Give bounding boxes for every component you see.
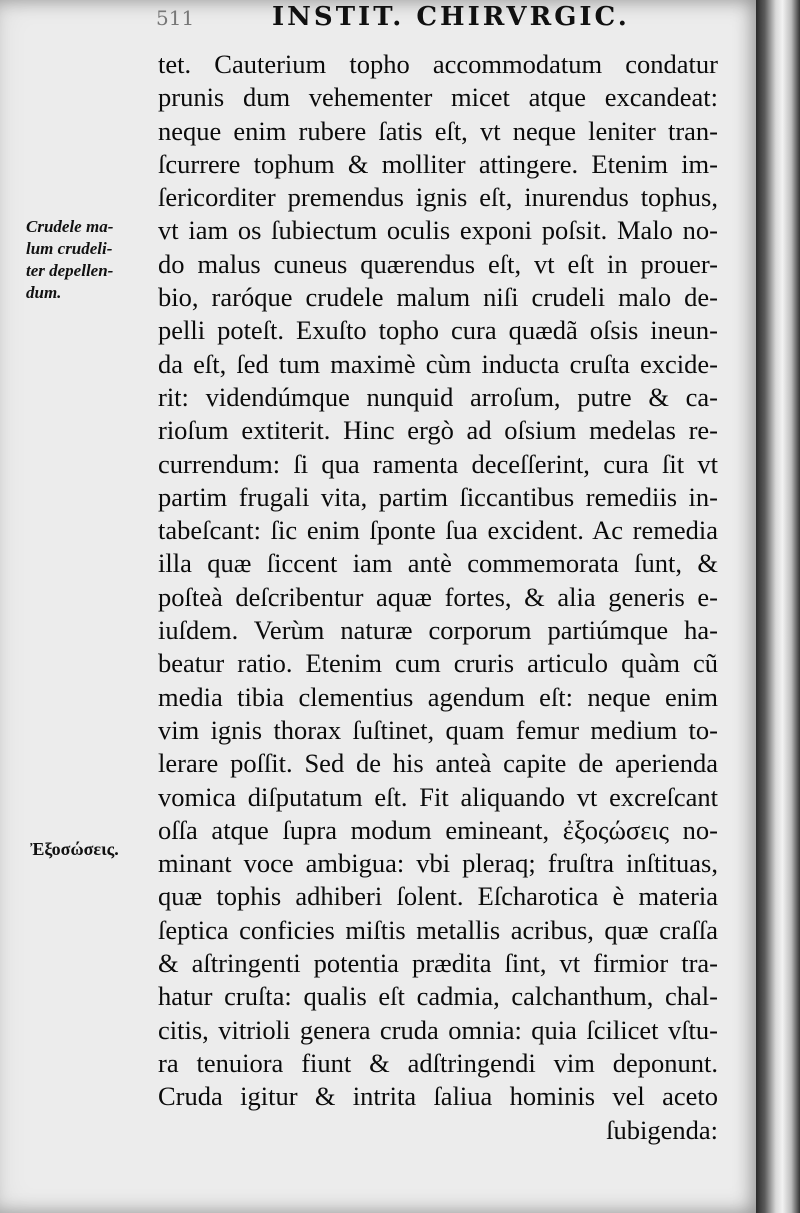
margin-note-line: ter depellen- (26, 261, 114, 280)
margin-note-crudele (26, 216, 146, 304)
book-gutter-edge (756, 0, 800, 1213)
text-line: tabeſcant: ſic enim ſponte ſua excident. Ac remedia (158, 515, 718, 546)
text-line: ſeptica conficies miſtis metallis acribus, quæ craſſa (158, 914, 718, 945)
text-line: Cruda igitur & intrita ſaliua hominis vel aceto (158, 1081, 718, 1112)
text-line: media tibia clementius agendum eſt: neque enim (158, 681, 718, 712)
text-line: prunis dum vehementer micet atque excandeat: (158, 82, 718, 113)
text-line: ra tenuiora fiunt & adſtringendi vim deponunt. (158, 1047, 718, 1078)
text-line: da eſt, ſed tum maximè cùm inducta cruſta excide- (158, 348, 718, 379)
text-line: beatur ratio. Etenim cum cruris articulo quàm cũ (158, 648, 718, 679)
text-line: hatur cruſta: qualis eſt cadmia, calchanthum, chal- (158, 981, 718, 1012)
text-line: minant voce ambigua: vbi pleraq; fruſtra inſtituas, (158, 848, 718, 879)
margin-note-line: Crudele ma- (26, 217, 114, 236)
margin-note-line: lum crudeli- (26, 239, 113, 258)
text-line: quæ tophis adhiberi ſolent. Eſcharotica è materia (158, 881, 718, 912)
text-line: bio, raróque crudele malum niſi crudeli malo de- (158, 282, 718, 313)
text-line: vomica diſputatum eſt. Fit aliquando vt excreſcant (158, 781, 718, 812)
text-line: rioſum extiterit. Hinc ergò ad oſsium medelas re- (158, 415, 718, 446)
catchword-line: ſubigenda: (606, 1114, 718, 1145)
text-line: rit: videndúmque nunquid arroſum, putre & ca- (158, 381, 718, 412)
text-line: tet. Cauterium topho accommodatum condatur (158, 49, 718, 79)
text-line: neque enim rubere ſatis eſt, vt neque leniter tran- (158, 115, 718, 146)
body-text (158, 48, 718, 1147)
running-head: INSTIT. CHIRVRGIC. (272, 2, 630, 32)
text-line: ſericorditer premendus ignis eſt, inurendus tophus, (158, 182, 718, 213)
text-line: oſſa atque ſupra modum emineant, ἐξοςώσεις no- (158, 814, 718, 845)
text-line: vt iam os ſubiectum oculis exponi poſsit. Malo no- (158, 215, 718, 246)
text-line: lerare poſſit. Sed de his anteà capite de aperienda (158, 748, 718, 779)
text-line: vim ignis thorax ſuſtinet, quam femur medium to- (158, 714, 718, 745)
margin-note-line: dum. (26, 283, 62, 302)
text-line: & aſtringenti potentia prædita ſint, vt firmior tra- (158, 948, 718, 979)
text-line: illa quæ ſiccent iam antè commemorata ſunt, & (158, 548, 718, 579)
text-line: currendum: ſi qua ramenta deceſſerint, cura ſit vt (158, 448, 718, 479)
text-line: iuſdem. Verùm naturæ corporum partiúmque ha- (158, 615, 718, 646)
text-line: poſteà deſcribentur aquæ fortes, & alia generis e- (158, 581, 718, 612)
text-line: citis, vitrioli genera cruda omnia: quia ſcilicet vſtu- (158, 1014, 718, 1045)
folio-number: 511 (156, 6, 195, 30)
show-through-bleed (40, 530, 150, 690)
text-line: ſcurrere tophum & molliter attingere. Etenim im- (158, 148, 718, 179)
text-line: do malus cuneus quærendus eſt, vt eſt in prouer- (158, 248, 718, 279)
text-line: partim frugali vita, partim ſiccantibus remediis in- (158, 481, 718, 512)
margin-note-exostoses: Ἐξοσώσεις. (30, 839, 119, 859)
text-line: pelli poteſt. Exuſto topho cura quædã oſsis ineun- (158, 315, 718, 346)
